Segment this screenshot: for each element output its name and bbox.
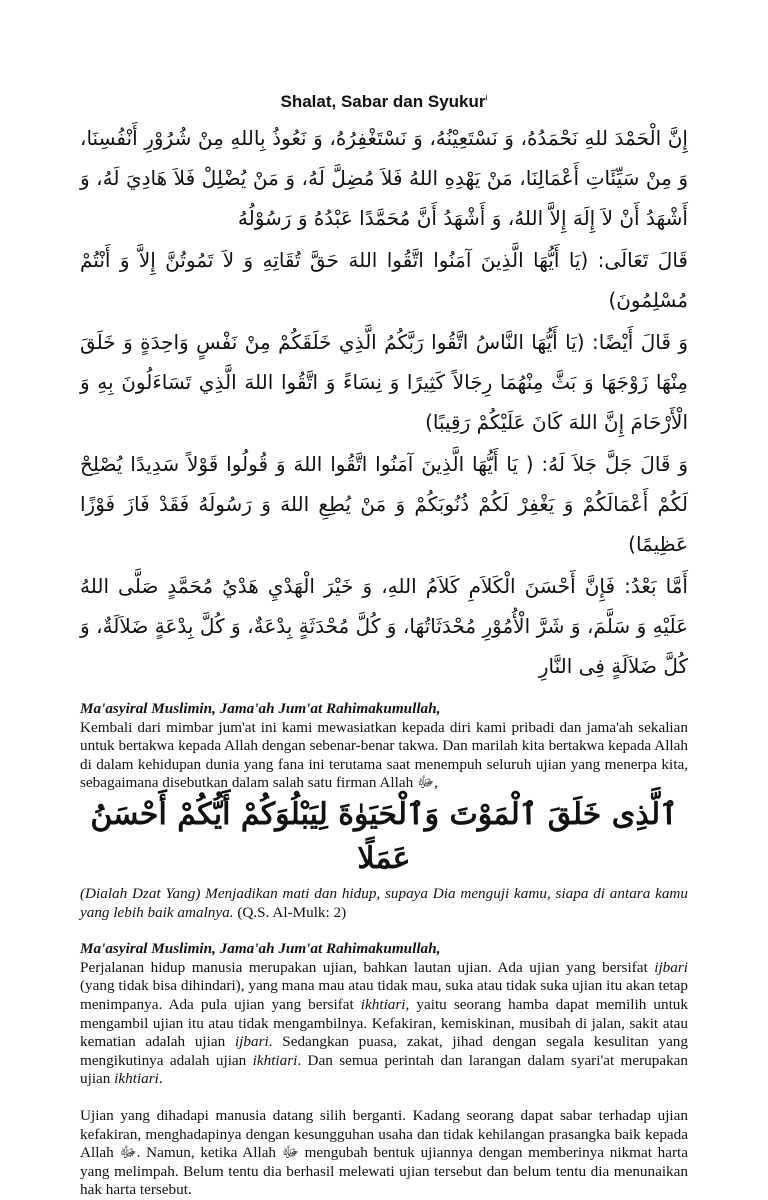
text-segment: . Dan semua perintah dan larangan dalam syari'at merupakan ujian (80, 1051, 689, 1088)
section-body-2: Ujian yang dihadapi manusia datang silih berganti. Kadang seorang dapat sabar terhadap ujian kefakiran, menghadapinya dengan kesungguhan usaha dan tidak kehilangan prasangka baik kepada Allah ﷻ. Namun, ketika Allah ﷻ mengubah bentuk ujiannya dengan memberinya nikmat harta yang melimpah. Belum tentu dia berhasil melewati ujian tersebut dan belum tentu dia menunaikan hak harta tersebut. (80, 1106, 688, 1199)
text-segment: Perjalanan hidup manusia merupakan ujian, bahkan lautan ujian. Ada ujian yang bersifat (80, 958, 655, 976)
section-heading: Ma'asyiral Muslimin, Jama'ah Jum'at Rahimakumullah, (80, 700, 441, 717)
text-segment: , yaitu seorang hamba dapat memilih untuk mengambil ujian itu atau tidak mengambilnya. Kefakiran, kemiskinan, musibah di jalan, sakit atau kematian adalah ujian (80, 995, 688, 1051)
text-segment: . (158, 1070, 163, 1088)
title-footnote-marker[interactable]: i (485, 92, 488, 103)
section-1 (80, 700, 688, 922)
arabic-opening-paragraph: إِنَّ الْحَمْدَ للهِ نَحْمَدُهُ، وَ نَسْتَعِيْنُهُ، وَ نَسْتَغْفِرُهُ، وَ نَعُوذُ بِاللهِ مِنْ شُرُوْرِ أَنْفُسِنَا، وَ مِنْ سَيِّئَاتِ أَعْمَالِنَا، مَنْ يَهْدِهِ اللهُ فَلاَ مُضِلَّ لَهُ، وَ مَنْ يُضْلِلْ فَلاَ هَادِيَ لَهُ، وَ أَشْهَدُ أَنْ لاَ إِلَهَ إِلاَّ اللهُ، وَ أَشْهَدُ أَنَّ مُحَمَّدًا عَبْدُهُ وَ رَسُوْلُهُ (80, 126, 688, 230)
text-segment: (yang tidak bisa dihindari), yang mana mau atau tidak mau, suka atau tidak suka ujian itu akan tetap menimpanya. Ada pula ujian yang bersifat (80, 977, 688, 1013)
verse-translation (80, 885, 688, 922)
section-heading: Ma'asyiral Muslimin, Jama'ah Jum'at Rahimakumullah, (80, 940, 441, 958)
section-2 (80, 940, 688, 1200)
italic-term: ikhtiari (360, 995, 406, 1013)
translation-text: (Dialah Dzat Yang) Menjadikan mati dan hidup, supaya Dia menguji kamu, siapa di antara kamu yang lebih baik amalnya. (80, 884, 688, 921)
italic-term: ikhtiari (114, 1070, 159, 1088)
quran-verse: ٱلَّذِى خَلَقَ ٱلْمَوْتَ وَٱلْحَيَوٰةَ لِيَبْلُوَكُمْ أَيُّكُمْ أَحْسَنُ عَمَلًا (90, 796, 678, 876)
verse-reference: (Q.S. Al-Mulk: 2) (237, 903, 347, 921)
italic-term: ikhtiari (252, 1051, 298, 1069)
section-body: Kembali dari mimbar jum'at ini kami mewasiatkan kepada diri kami pribadi dan jama'ah sekalian untuk bertakwa kepada Allah dengan sebenar-benar takwa. Dan marilah kita bertakwa kepada Allah di dalam kehidupan dunia yang fana ini terutama saat menempuh seluruh ujian yang menerpa kita, sebagaimana disebutkan dalam salah satu firman Allah ﷻ, (80, 718, 688, 792)
arabic-closing-paragraph: أَمَّا بَعْدُ: فَإِنَّ أَحْسَنَ الْكَلاَمِ كَلاَمُ اللهِ، وَ خَيْرَ الْهَدْيِ هَدْيُ مُحَمَّدٍ صَلَّى اللهُ عَلَيْهِ وَ سَلَّمَ، وَ شَرَّ الْأُمُوْرِ مُحْدَثَاتُهَا، وَ كُلَّ مُحْدَثَةٍ بِدْعَةٌ، وَ كُلَّ بِدْعَةٍ ضَلاَلَةٌ، وَ كُلَّ ضَلاَلَةٍ فِى النَّارِ (80, 574, 688, 678)
document-title (80, 92, 688, 112)
title-text: Shalat, Sabar dan Syukur (280, 92, 486, 111)
italic-term: ijbari (234, 1033, 269, 1051)
italic-term: ijbari (654, 958, 688, 976)
arabic-verse-paragraph: قَالَ تَعَالَى: (يَا أَيُّهَا الَّذِينَ آمَنُوا اتَّقُوا اللهَ حَقَّ تُقَاتِهِ وَ لاَ تَمُوتُنَّ إِلاَّ وَ أَنْتُمْ مُسْلِمُونَ) (80, 248, 688, 312)
text-segment: . Sedangkan puasa, zakat, jihad dengan segala kesulitan yang mengikutinya adalah ujian (80, 1033, 688, 1069)
arabic-verse-paragraph: وَ قَالَ أَيْضًا: (يَا أَيُّهَا النَّاسُ اتَّقُوا رَبَّكُمُ الَّذِي خَلَقَكُمْ مِنْ نَفْسٍ وَاحِدَةٍ وَ خَلَقَ مِنْهَا زَوْجَهَا وَ بَثَّ مِنْهُمَا رِجَالاً كَثِيرًا وَ نِسَاءً وَ اتَّقُوا اللهَ الَّذِي تَسَاءَلُونَ بِهِ وَ الْأَرْحَامَ إِنَّ اللهَ كَانَ عَلَيْكُمْ رَقِيبًا) (80, 330, 688, 434)
document-page (80, 92, 688, 1200)
arabic-verse-paragraph: وَ قَالَ جَلَّ جَلاَ لَهُ: ( يَا أَيُّهَا الَّذِينَ آمَنُوا اتَّقُوا اللهَ وَ قُولُوا قَوْلاً سَدِيدًا يُصْلِحْ لَكُمْ أَعْمَالَكُمْ وَ يَغْفِرْ لَكُمْ ذُنُوبَكُمْ وَ مَنْ يُطِعِ اللهَ وَ رَسُولَهُ فَقَدْ فَازَ فَوْزًا عَظِيمًا) (80, 452, 688, 556)
